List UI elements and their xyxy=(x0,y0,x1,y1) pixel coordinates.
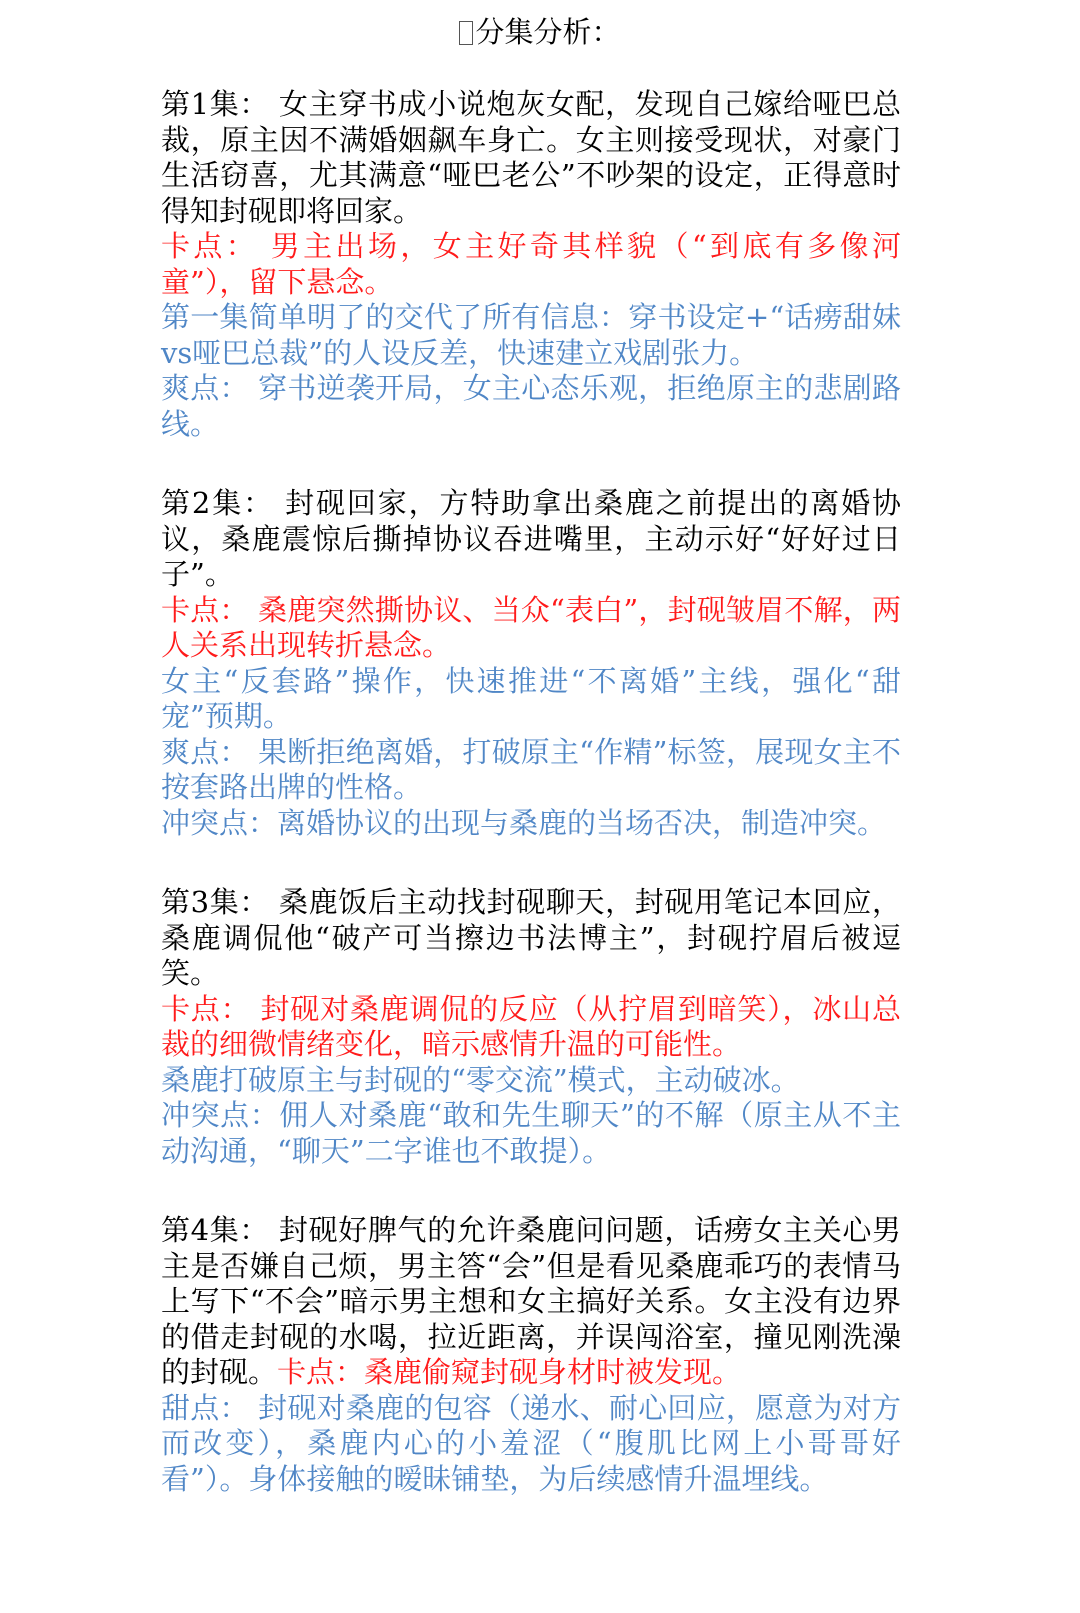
episode-2-note-3: 冲突点：离婚协议的出现与桑鹿的当场否决，制造冲突。 xyxy=(161,805,887,840)
episode-1-note-1: 第一集简单明了的交代了所有信息：穿书设定+“话痨甜妹vs哑巴总裁”的人设反差，快速建立戏剧张力。 xyxy=(161,300,901,370)
episode-4-summary-paragraph xyxy=(161,1213,901,1391)
episode-1-hook: 卡点： 男主出场，女主好奇其样貌（“到底有多像河童”），留下悬念。 xyxy=(161,229,901,299)
episode-1-summary: 第1集： 女主穿书成小说炮灰女配，发现自己嫁给哑巴总裁，原主因不满婚姻飙车身亡。女主则接受现状，对豪门生活窃喜，尤其满意“哑巴老公”不吵架的设定，正得意时得知封砚即将回家。 xyxy=(161,87,901,228)
episode-4 xyxy=(161,1213,901,1497)
bullet-box-icon xyxy=(459,21,473,45)
episode-3-note-2: 冲突点：佣人对桑鹿“敢和先生聊天”的不解（原主从不主动沟通，“聊天”二字谁也不敢提）。 xyxy=(161,1098,901,1168)
episode-2 xyxy=(161,486,901,841)
episode-2-summary: 第2集： 封砚回家，方特助拿出桑鹿之前提出的离婚协议，桑鹿震惊后撕掉协议吞进嘴里，主动示好“好好过日子”。 xyxy=(161,486,901,591)
episode-1 xyxy=(161,87,901,442)
episode-3-note-1: 桑鹿打破原主与封砚的“零交流”模式，主动破冰。 xyxy=(161,1062,800,1097)
episode-analysis xyxy=(161,87,901,1541)
episode-2-hook: 卡点： 桑鹿突然撕协议、当众“表白”，封砚皱眉不解，两人关系出现转折悬念。 xyxy=(161,592,901,662)
page-title-text: 分集分析： xyxy=(475,15,621,49)
episode-4-note-1: 甜点： 封砚对桑鹿的包容（递水、耐心回应，愿意为对方而改变），桑鹿内心的小羞涩（“腹肌比网上小哥哥好看”）。身体接触的暧昧铺垫，为后续感情升温埋线。 xyxy=(161,1390,901,1496)
episode-1-note-2: 爽点： 穿书逆袭开局，女主心态乐观，拒绝原主的悲剧路线。 xyxy=(161,371,901,441)
episode-4-hook: 卡点：桑鹿偷窥封砚身材时被发现。 xyxy=(277,1355,742,1389)
episode-3 xyxy=(161,885,901,1169)
episode-3-summary: 第3集： 桑鹿饭后主动找封砚聊天，封砚用笔记本回应，桑鹿调侃他“破产可当擦边书法博主”，封砚拧眉后被逗笑。 xyxy=(161,885,901,990)
episode-2-note-1: 女主“反套路”操作，快速推进“不离婚”主线，强化“甜宠”预期。 xyxy=(161,663,901,733)
page-title xyxy=(0,10,1080,54)
episode-3-hook: 卡点： 封砚对桑鹿调侃的反应（从拧眉到暗笑），冰山总裁的细微情绪变化，暗示感情升温的可能性。 xyxy=(161,991,901,1061)
episode-2-note-2: 爽点： 果断拒绝离婚，打破原主“作精”标签，展现女主不按套路出牌的性格。 xyxy=(161,734,901,804)
episode-4-summary: 第4集： 封砚好脾气的允许桑鹿问问题，话痨女主关心男主是否嫌自己烦，男主答“会”但是看见桑鹿乖巧的表情马上写下“不会”暗示男主想和女主搞好关系。女主没有边界的借走封砚的水喝，拉近距离，并误闯浴室，撞见刚洗澡的封砚。 xyxy=(161,1213,901,1389)
